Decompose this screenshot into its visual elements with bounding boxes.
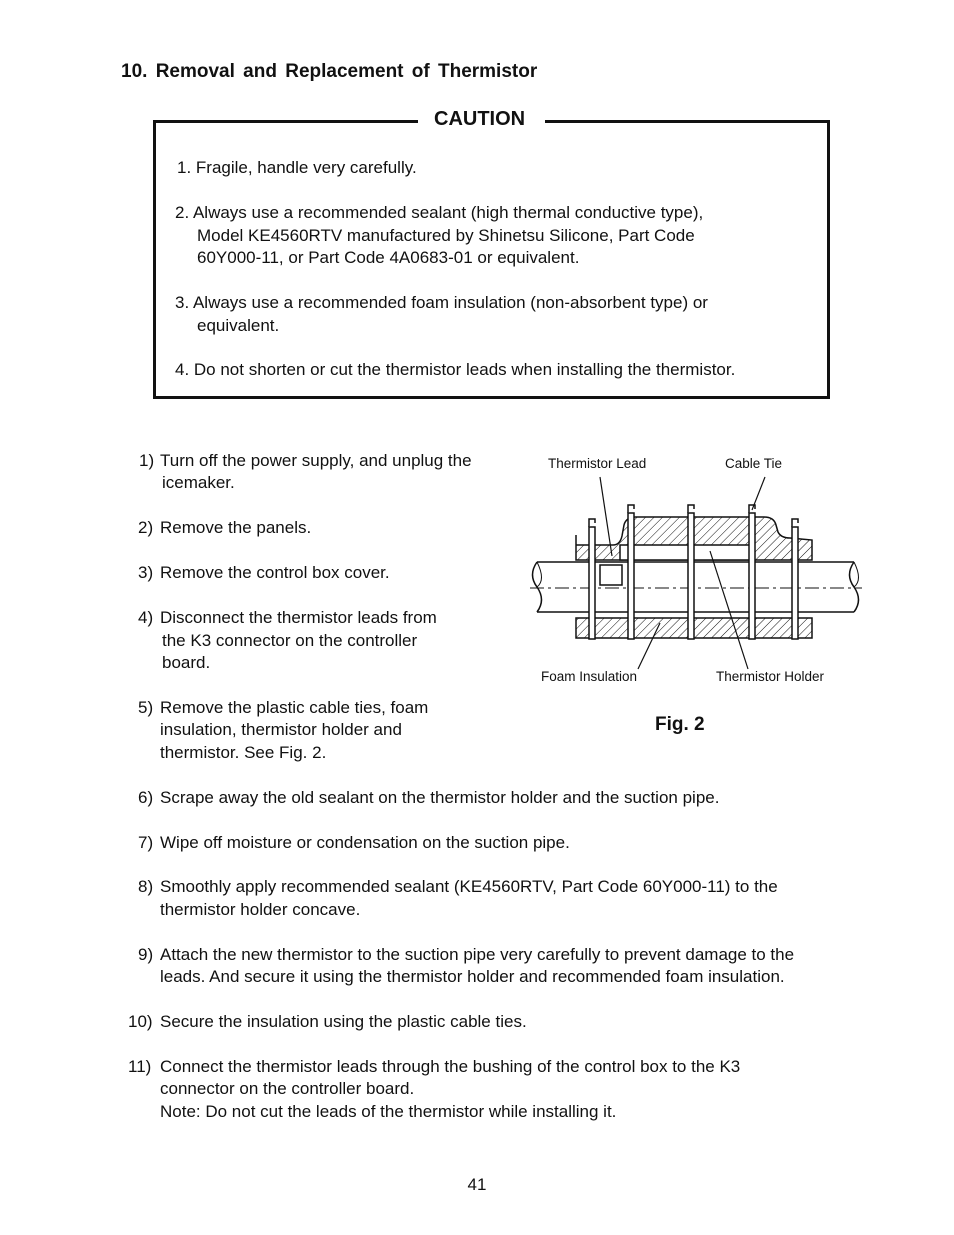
cable-tie bbox=[792, 527, 798, 639]
fig-label-cable-tie: Cable Tie bbox=[725, 456, 783, 471]
leader-thermistor-lead bbox=[600, 477, 612, 556]
figure-caption: Fig. 2 bbox=[655, 714, 705, 735]
step-text: thermistor. See Fig. 2. bbox=[160, 743, 327, 762]
caution-label: CAUTION bbox=[418, 108, 545, 131]
step-number: 7) bbox=[138, 833, 154, 852]
caution-item-3: 3. Always use a recommended foam insulation (non-absorbent type) or bbox=[175, 293, 708, 312]
step-text: Turn off the power supply, and unplug the bbox=[160, 451, 472, 470]
step-text: Note: Do not cut the leads of the thermistor while installing it. bbox=[160, 1102, 617, 1121]
step-text: Wipe off moisture or condensation on the suction pipe. bbox=[160, 833, 570, 852]
step-text: Remove the plastic cable ties, foam bbox=[160, 698, 429, 717]
step-text: icemaker. bbox=[162, 473, 235, 492]
fig-label-thermistor-lead: Thermistor Lead bbox=[548, 456, 647, 471]
caution-item-2-cont: Model KE4560RTV manufactured by Shinetsu Silicone, Part Code bbox=[197, 226, 695, 245]
cable-tie bbox=[749, 513, 755, 639]
page-title: 10. Removal and Replacement of Thermistor bbox=[121, 61, 538, 82]
step-number: 1) bbox=[139, 451, 155, 470]
step-text: the K3 connector on the controller bbox=[162, 631, 418, 650]
thermistor-assembly-diagram bbox=[520, 470, 870, 670]
caution-item-4: 4. Do not shorten or cut the thermistor leads when installing the thermistor. bbox=[175, 360, 736, 379]
fig-label-foam-insulation: Foam Insulation bbox=[541, 669, 638, 684]
cable-tie-head bbox=[688, 505, 694, 513]
step-number: 8) bbox=[138, 877, 154, 896]
step-text: board. bbox=[162, 653, 211, 672]
cable-tie bbox=[589, 527, 595, 639]
step-text: Remove the panels. bbox=[160, 518, 312, 537]
step-number: 6) bbox=[138, 788, 154, 807]
step-number: 10) bbox=[128, 1012, 153, 1031]
cable-tie bbox=[688, 513, 694, 639]
step-text: insulation, thermistor holder and bbox=[160, 720, 402, 739]
caution-item-1: 1. Fragile, handle very carefully. bbox=[177, 158, 417, 177]
step-text: Remove the control box cover. bbox=[160, 563, 390, 582]
step-number: 4) bbox=[138, 608, 154, 627]
fig-label-thermistor-holder: Thermistor Holder bbox=[716, 669, 825, 684]
step-text: Smoothly apply recommended sealant (KE4560RTV, Part Code 60Y000-11) to the bbox=[160, 877, 778, 896]
step-text: leads. And secure it using the thermistor holder and recommended foam insulation. bbox=[160, 967, 785, 986]
cable-tie bbox=[628, 513, 634, 639]
step-number: 2) bbox=[138, 518, 154, 537]
cable-tie-head bbox=[628, 505, 634, 513]
step-number: 11) bbox=[128, 1057, 152, 1076]
step-text: connector on the controller board. bbox=[160, 1079, 415, 1098]
step-text: Attach the new thermistor to the suction pipe very carefully to prevent damage to the bbox=[160, 945, 795, 964]
thermistor bbox=[600, 565, 622, 585]
cable-tie-head bbox=[589, 519, 595, 527]
step-text: Disconnect the thermistor leads from bbox=[160, 608, 437, 627]
caution-item-2: 2. Always use a recommended sealant (high thermal conductive type), bbox=[175, 203, 704, 222]
page-number: 41 bbox=[467, 1175, 487, 1194]
step-text: thermistor holder concave. bbox=[160, 900, 361, 919]
step-number: 5) bbox=[138, 698, 154, 717]
step-text: Scrape away the old sealant on the thermistor holder and the suction pipe. bbox=[160, 788, 720, 807]
step-text: Secure the insulation using the plastic cable ties. bbox=[160, 1012, 527, 1031]
thermistor-holder bbox=[620, 545, 750, 560]
caution-item-3-cont: equivalent. bbox=[197, 316, 280, 335]
step-number: 9) bbox=[138, 945, 154, 964]
step-text: Connect the thermistor leads through the bushing of the control box to the K3 bbox=[160, 1057, 741, 1076]
cable-tie-head bbox=[792, 519, 798, 527]
step-number: 3) bbox=[138, 563, 154, 582]
caution-item-2-cont: 60Y000-11, or Part Code 4A0683-01 or equivalent. bbox=[197, 248, 580, 267]
leader-cable-tie bbox=[752, 477, 765, 510]
